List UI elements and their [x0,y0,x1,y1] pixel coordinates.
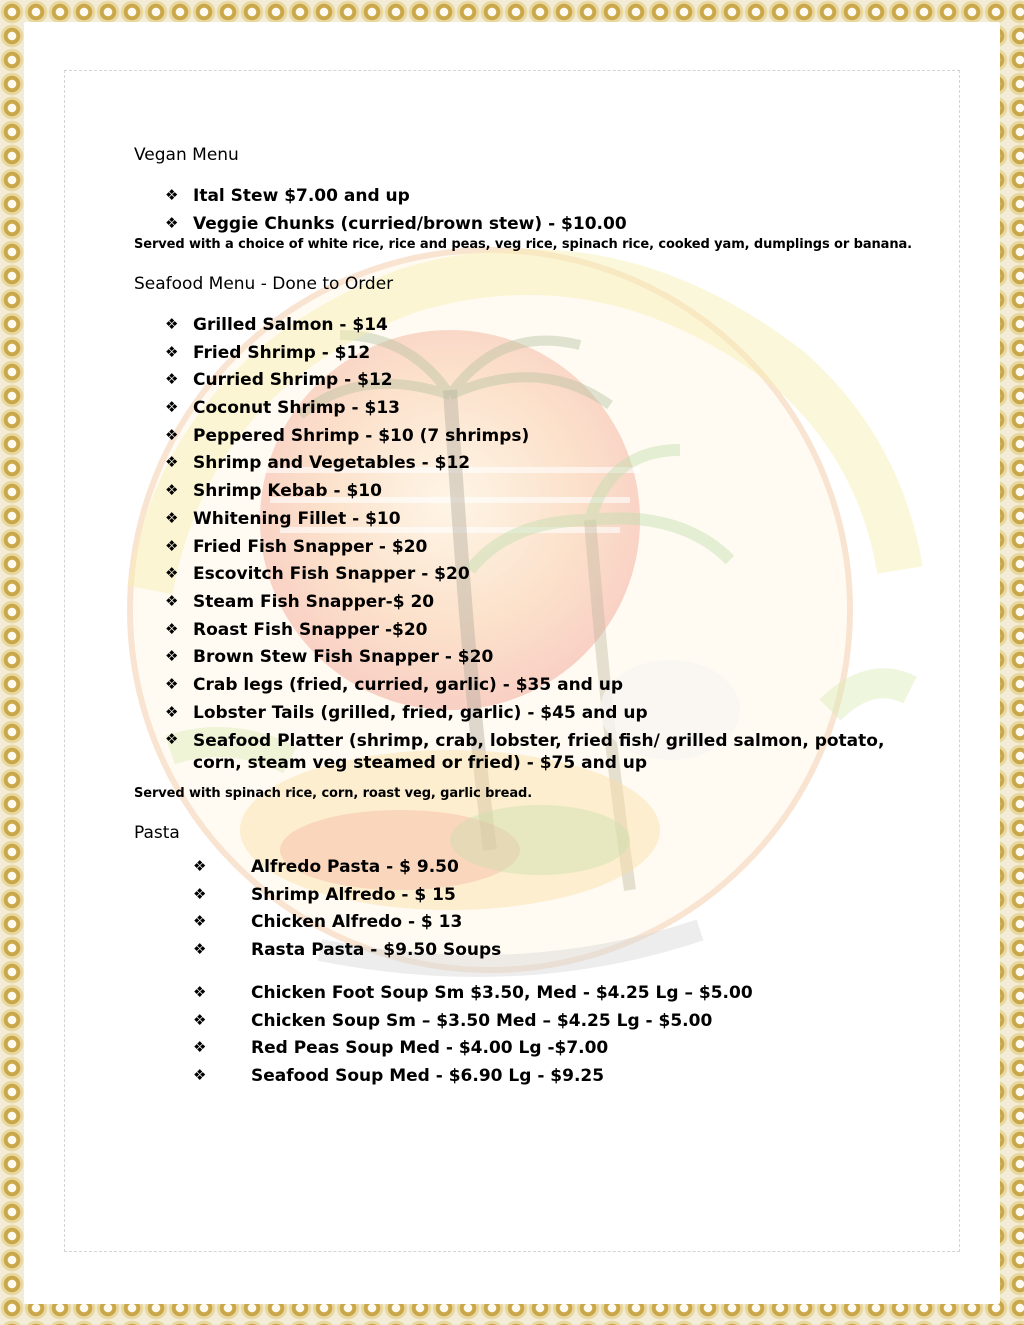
pasta-heading: Pasta [134,823,180,843]
seafood-note: Served with spinach rice, corn, roast veg, garlic bread. [134,786,533,801]
bullet-icon: ❖ [165,186,179,204]
bullet-icon: ❖ [165,537,179,555]
bullet-icon: ❖ [165,675,179,693]
bullet-icon: ❖ [165,315,179,333]
bullet-icon: ❖ [165,214,179,232]
bullet-icon: ❖ [165,370,179,388]
bullet-icon: ❖ [193,885,207,903]
bullet-icon: ❖ [193,857,207,875]
bullet-icon: ❖ [165,398,179,416]
bullet-icon: ❖ [165,647,179,665]
vegan-note: Served with a choice of white rice, rice and peas, veg rice, spinach rice, cooked yam, dumplings or banana. [134,237,912,252]
bullet-icon: ❖ [165,730,179,748]
bullet-icon: ❖ [165,343,179,361]
seafood-heading: Seafood Menu - Done to Order [134,274,394,294]
bullet-icon: ❖ [193,940,207,958]
bullet-icon: ❖ [193,1038,207,1056]
bullet-icon: ❖ [165,426,179,444]
bullet-icon: ❖ [165,592,179,610]
bullet-icon: ❖ [193,912,207,930]
bullet-icon: ❖ [165,481,179,499]
bullet-icon: ❖ [165,564,179,582]
bullet-icon: ❖ [165,453,179,471]
bullet-icon: ❖ [165,620,179,638]
bullet-icon: ❖ [193,1066,207,1084]
bullet-icon: ❖ [193,983,207,1001]
bullet-icon: ❖ [193,1011,207,1029]
bullet-icon: ❖ [165,703,179,721]
vegan-heading: Vegan Menu [134,145,239,165]
bullet-icon: ❖ [165,509,179,527]
